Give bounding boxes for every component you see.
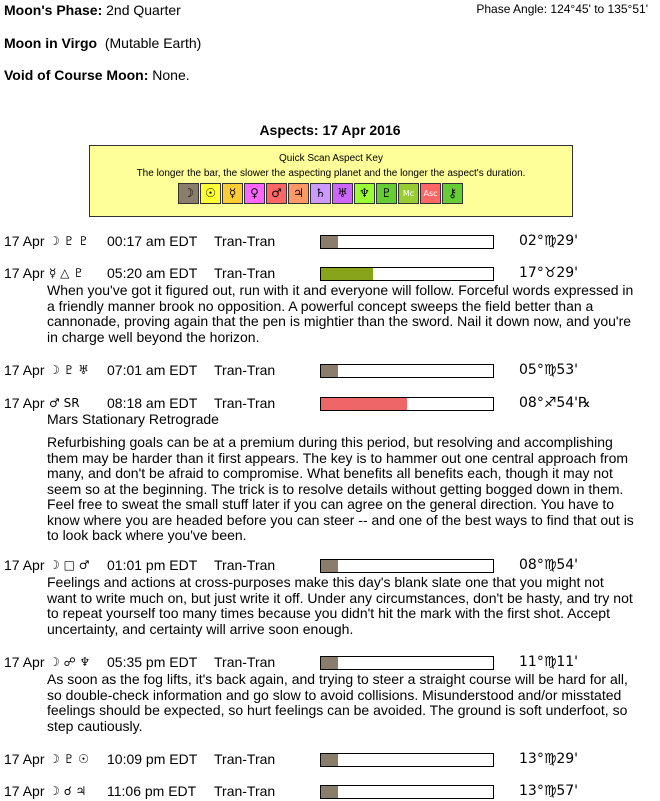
- aspect-date: 17 Apr: [4, 265, 45, 281]
- moon-phase: [4, 2, 181, 18]
- aspect-type: Tran-Tran: [214, 395, 276, 411]
- aspect-description: Feelings and actions at cross-purposes make this day's blank slate one that you might not want to write much on, but just write it off. Under any circumstances, don't be hasty, and try not to repeat yourself too many times because you didn't hit the mark with the first shot. Accept uncertainty, and certainty will arrive soon enough.: [47, 574, 633, 637]
- ascendant-glyph-icon: Asc: [420, 183, 441, 204]
- aspect-time: 10:09 pm EDT: [107, 751, 198, 767]
- aspect-position: 08°♐54'℞: [519, 395, 591, 411]
- aspect-date: 17 Apr: [4, 751, 45, 767]
- duration-bar-fill: [321, 398, 407, 410]
- aspect-time: 05:35 pm EDT: [107, 654, 198, 670]
- aspect-position: 02°♍29': [519, 233, 579, 249]
- aspect-type: Tran-Tran: [214, 654, 276, 670]
- moon-glyph-icon: ☽: [178, 183, 199, 204]
- aspect-key-box: [89, 145, 573, 217]
- aspect-date: 17 Apr: [4, 654, 45, 670]
- aspect-date: 17 Apr: [4, 557, 45, 573]
- duration-bar-fill: [321, 754, 338, 766]
- duration-bar-fill: [321, 365, 338, 377]
- duration-bar: [320, 235, 494, 249]
- duration-bar-fill: [321, 236, 338, 248]
- aspect-symbols: ☽ ☍ ♆: [49, 655, 91, 669]
- midheaven-glyph-icon: Mc: [398, 183, 419, 204]
- aspect-type: Tran-Tran: [214, 751, 276, 767]
- moon-phase-label: Moon's Phase:: [4, 2, 103, 18]
- aspect-description: When you've got it figured out, run with it and everyone will follow. Forceful words expressed in a friendly manner brook no opposition. A powerful concept sweeps the field better than a cannonade, proving again that the pen is mightier than the sword. Nail it down now, and you're in charge well beyond the horizon.: [47, 282, 634, 345]
- void-of-course: [4, 67, 190, 83]
- jupiter-glyph-icon: ♃: [288, 183, 309, 204]
- chiron-glyph-icon: ⚷: [442, 183, 463, 204]
- saturn-glyph-icon: ♄: [310, 183, 331, 204]
- moon-sign-value: (Mutable Earth): [104, 35, 202, 51]
- aspect-date: 17 Apr: [4, 233, 45, 249]
- duration-bar: [320, 656, 494, 670]
- duration-bar-fill: [321, 560, 338, 572]
- aspect-position: 08°♍54': [519, 557, 579, 573]
- aspect-type: Tran-Tran: [214, 265, 276, 281]
- aspect-symbols: ☽ □ ♂: [49, 558, 90, 572]
- aspect-type: Tran-Tran: [214, 233, 276, 249]
- aspect-date: 17 Apr: [4, 395, 45, 411]
- aspect-date: 17 Apr: [4, 783, 45, 799]
- phase-angle: Phase Angle: 124°45' to 135°51': [476, 2, 648, 16]
- aspect-symbols: ☽ ♇ ♅: [49, 363, 89, 377]
- aspect-type: Tran-Tran: [214, 557, 276, 573]
- aspect-symbols: ♂ SR: [49, 396, 80, 410]
- voc-value: None.: [152, 67, 190, 83]
- moon-sign: [4, 35, 201, 51]
- aspect-symbols: ☿ △ ♇: [49, 266, 84, 280]
- aspect-position: 11°♍11': [519, 654, 579, 670]
- uranus-glyph-icon: ♅: [332, 183, 353, 204]
- aspect-description: As soon as the fog lifts, it's back again, and trying to steer a straight course will be hard for all, so double-check information and go slow to avoid collisions. Misunderstood and/or misstated feelings should be expected, so hurt feelings can be avoided. The ground is soft underfoot, so step cautiously.: [47, 671, 628, 734]
- moon-phase-value: 2nd Quarter: [106, 2, 181, 18]
- aspect-time: 00:17 am EDT: [107, 233, 198, 249]
- mercury-glyph-icon: ☿: [222, 183, 243, 204]
- aspect-symbols: ☽ ☌ ♃: [49, 784, 87, 798]
- duration-bar: [320, 559, 494, 573]
- aspect-time: 07:01 am EDT: [107, 362, 198, 378]
- aspect-time: 05:20 am EDT: [107, 265, 198, 281]
- aspects-title: Aspects: 17 Apr 2016: [259, 122, 401, 138]
- duration-bar-fill: [321, 786, 338, 798]
- duration-bar: [320, 364, 494, 378]
- aspect-position: 13°♍57': [519, 783, 579, 799]
- duration-bar: [320, 267, 494, 281]
- aspect-position: 17°♉29': [519, 265, 579, 281]
- sun-glyph-icon: ☉: [200, 183, 221, 204]
- aspect-symbols: ☽ ♇ ♇: [49, 234, 89, 248]
- aspect-time: 11:06 pm EDT: [107, 783, 197, 799]
- voc-label: Void of Course Moon:: [4, 67, 149, 83]
- aspect-date: 17 Apr: [4, 362, 45, 378]
- neptune-glyph-icon: ♆: [354, 183, 375, 204]
- duration-bar-fill: [321, 268, 373, 280]
- aspect-time: 08:18 am EDT: [107, 395, 198, 411]
- aspect-type: Tran-Tran: [214, 362, 276, 378]
- aspect-key-description: The longer the bar, the slower the aspecting planet and the longer the aspect's duration.: [136, 168, 526, 179]
- aspect-key-title: Quick Scan Aspect Key: [279, 153, 383, 164]
- aspect-symbols: ☽ ♇ ☉: [49, 752, 89, 766]
- aspect-type: Tran-Tran: [214, 783, 276, 799]
- aspect-key-glyphs: [178, 183, 464, 203]
- aspect-time: 01:01 pm EDT: [107, 557, 198, 573]
- duration-bar-fill: [321, 657, 338, 669]
- venus-glyph-icon: ♀: [244, 183, 265, 204]
- pluto-glyph-icon: ♇: [376, 183, 397, 204]
- duration-bar: [320, 397, 494, 411]
- aspect-position: 05°♍53': [519, 362, 579, 378]
- mars-glyph-icon: ♂: [266, 183, 287, 204]
- aspect-subtitle: Mars Stationary Retrograde: [47, 411, 219, 427]
- aspect-position: 13°♍29': [519, 751, 579, 767]
- duration-bar: [320, 785, 494, 799]
- duration-bar: [320, 753, 494, 767]
- moon-sign-label: Moon in Virgo: [4, 35, 98, 51]
- aspect-description: Refurbishing goals can be at a premium during this period, but resolving and accomplishing them may be harder than it first appears. The key is to hammer out one central approach from many, and don't be afraid to compromise. What benefits all benefits each, though it may not seem so at the beginning. The trick is to resolve details without getting bogged down in them. Feel free to sweat the small stuff later if you can agree on the general direction. You have to know where you are headed before you can steer -- and one of the best ways to find that out is to look back where you've been.: [47, 434, 634, 543]
